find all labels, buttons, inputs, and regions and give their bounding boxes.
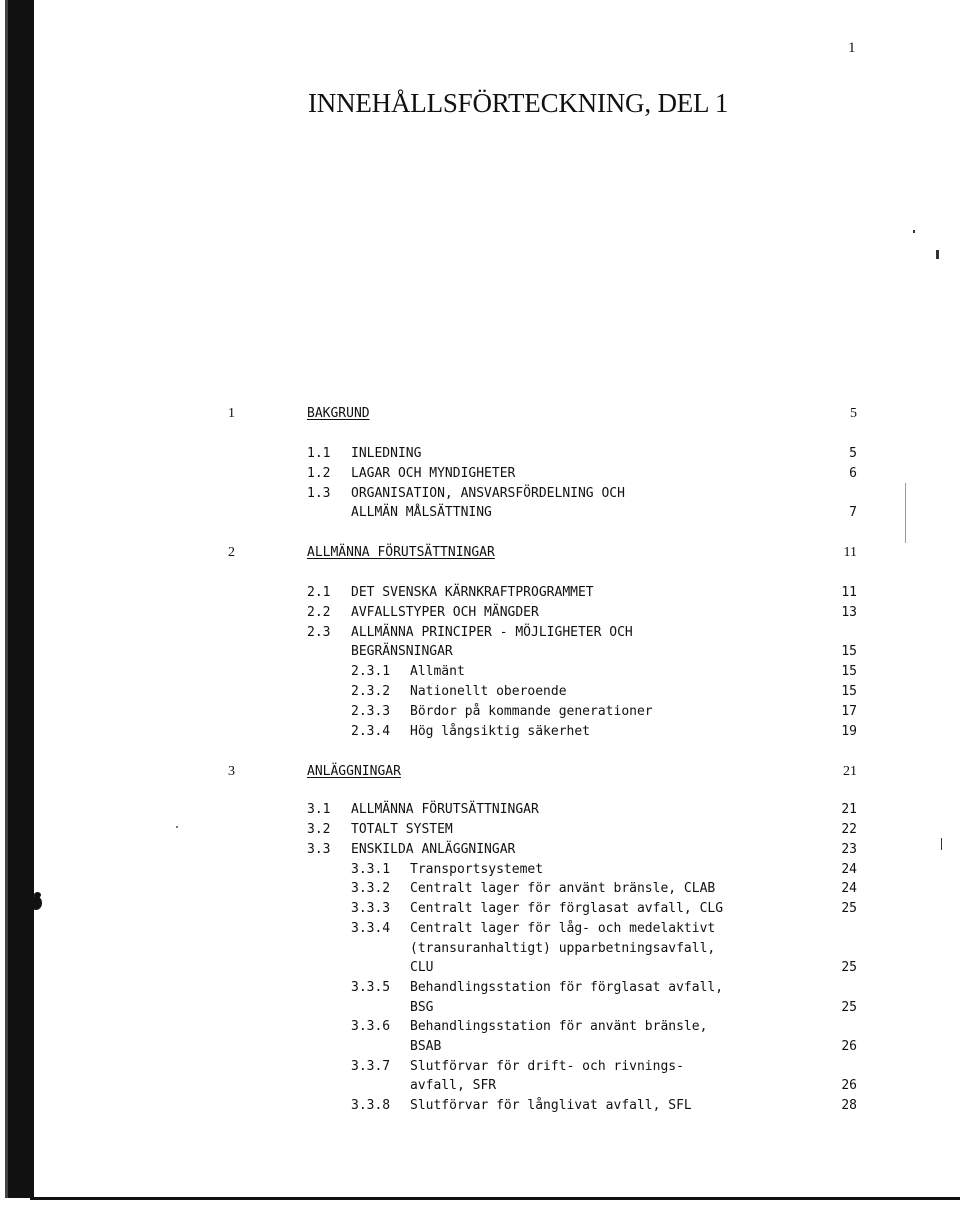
- toc-entry-page: 19: [841, 724, 857, 739]
- toc-entry-title: BEGRÄNSNINGAR: [351, 644, 453, 659]
- toc-entry-page: 23: [841, 842, 857, 857]
- toc-entry-page: 25: [841, 901, 857, 916]
- toc-entry-title: Nationellt oberoende: [410, 684, 567, 699]
- toc-entry-number: 2.3.4: [351, 724, 391, 739]
- toc-entry-title: Slutförvar för drift- och rivnings-: [410, 1059, 684, 1074]
- toc-entry-page: 15: [841, 684, 857, 699]
- toc-entry-number: 3.3.3: [351, 901, 391, 916]
- toc-entry: [0, 939, 960, 959]
- toc-entry-title: BAKGRUND: [307, 406, 370, 421]
- toc-entry-number: 2.1: [307, 585, 331, 600]
- toc-entry-title: Centralt lager för använt bränsle, CLAB: [410, 881, 716, 896]
- toc-entry-page: 25: [841, 960, 857, 975]
- toc-entry-title: INLEDNING: [351, 446, 422, 461]
- toc-entry: [0, 702, 960, 722]
- toc-entry-page: 7: [849, 505, 857, 520]
- toc-entry-page: 15: [841, 644, 857, 659]
- toc-entry: [0, 840, 960, 860]
- toc-entry-page: 28: [841, 1098, 857, 1113]
- toc-entry-number: 3.3.1: [351, 862, 391, 877]
- toc-entry: [0, 623, 960, 643]
- toc-entry-title: Centralt lager för förglasat avfall, CLG: [410, 901, 724, 916]
- toc-entry-title: (transuranhaltigt) upparbetningsavfall,: [410, 941, 716, 956]
- toc-entry-page: 24: [841, 862, 857, 877]
- toc-entry-number: 3.3.4: [351, 921, 391, 936]
- toc-entry-title: ORGANISATION, ANSVARSFÖRDELNING OCH: [351, 486, 625, 501]
- toc-entry: [0, 543, 960, 563]
- toc-entry-number: 3.3.5: [351, 980, 391, 995]
- toc-entry-page: 5: [850, 406, 857, 421]
- toc-entry: [0, 1076, 960, 1096]
- toc-entry-title: LAGAR OCH MYNDIGHETER: [351, 466, 516, 481]
- toc-entry-title: ALLMÄN MÅLSÄTTNING: [351, 505, 492, 520]
- toc-entry-title: Centralt lager för låg- och medelaktivt: [410, 921, 716, 936]
- toc-entry: [0, 404, 960, 424]
- toc-entry: [0, 603, 960, 623]
- toc-entry: [0, 800, 960, 820]
- toc-entry-title: CLU: [410, 960, 434, 975]
- toc-entry-title: ALLMÄNNA FÖRUTSÄTTNINGAR: [351, 802, 539, 817]
- toc-entry-title: BSAB: [410, 1039, 442, 1054]
- toc-entry-page: 6: [849, 466, 857, 481]
- bottom-rule: [30, 1197, 960, 1200]
- toc-entry: [0, 583, 960, 603]
- toc-entry: [0, 978, 960, 998]
- toc-entry-page: 26: [841, 1078, 857, 1093]
- toc-entry-page: 24: [841, 881, 857, 896]
- scan-speck: [936, 250, 939, 259]
- toc-entry-number: 2.2: [307, 605, 331, 620]
- toc-entry-number: 3.3.8: [351, 1098, 391, 1113]
- toc-entry: [0, 444, 960, 464]
- toc-entry: [0, 1017, 960, 1037]
- toc-entry-page: 11: [843, 545, 857, 560]
- toc-entry-title: ALLMÄNNA FÖRUTSÄTTNINGAR: [307, 545, 495, 560]
- toc-entry-number: 2.3: [307, 625, 331, 640]
- toc-entry-number: 2.3.1: [351, 664, 391, 679]
- toc-entry: [0, 662, 960, 682]
- toc-entry-title: Transportsystemet: [410, 862, 544, 877]
- toc-entry-number: 2: [228, 545, 235, 560]
- toc-entry-page: 15: [841, 664, 857, 679]
- toc-entry: [0, 762, 960, 782]
- toc-entry-title: AVFALLSTYPER OCH MÄNGDER: [351, 605, 539, 620]
- toc-entry-page: 25: [841, 1000, 857, 1015]
- toc-entry: [0, 820, 960, 840]
- toc-entry-title: TOTALT SYSTEM: [351, 822, 453, 837]
- toc-entry: [0, 958, 960, 978]
- toc-entry-number: 3.3.7: [351, 1059, 391, 1074]
- toc-entry: [0, 503, 960, 523]
- toc-entry-number: 1.3: [307, 486, 331, 501]
- toc-entry: [0, 484, 960, 504]
- toc-entry-page: 21: [841, 802, 857, 817]
- page-number: 1: [848, 40, 856, 56]
- toc-entry: [0, 1096, 960, 1116]
- toc-entry-number: 2.3.3: [351, 704, 391, 719]
- toc-entry-page: 17: [841, 704, 857, 719]
- toc-entry-page: 26: [841, 1039, 857, 1054]
- toc-entry-title: ENSKILDA ANLÄGGNINGAR: [351, 842, 516, 857]
- toc-entry-number: 1: [228, 406, 235, 421]
- toc-entry: [0, 722, 960, 742]
- toc-entry-title: ANLÄGGNINGAR: [307, 764, 401, 779]
- toc-entry-number: 2.3.2: [351, 684, 391, 699]
- scan-speck: [913, 230, 915, 233]
- toc-entry-number: 3.1: [307, 802, 331, 817]
- toc-entry-page: 21: [843, 764, 857, 779]
- toc-entry-title: DET SVENSKA KÄRNKRAFTPROGRAMMET: [351, 585, 594, 600]
- toc-entry: [0, 1057, 960, 1077]
- toc-entry-number: 3.3.2: [351, 881, 391, 896]
- toc-entry-number: 3.3.6: [351, 1019, 391, 1034]
- toc-entry-title: Behandlingsstation för förglasat avfall,: [410, 980, 724, 995]
- toc-entry: [0, 860, 960, 880]
- page-title: INNEHÅLLSFÖRTECKNING, DEL 1: [308, 88, 729, 118]
- toc-entry-title: Allmänt: [410, 664, 465, 679]
- toc-entry-number: 3: [228, 764, 235, 779]
- toc-entry-page: 13: [841, 605, 857, 620]
- toc-entry-title: Bördor på kommande generationer: [410, 704, 653, 719]
- toc-entry-page: 5: [849, 446, 857, 461]
- toc-entry-title: Hög långsiktig säkerhet: [410, 724, 591, 739]
- toc-entry: [0, 682, 960, 702]
- toc-entry-number: 3.2: [307, 822, 331, 837]
- toc-entry-title: BSG: [410, 1000, 434, 1015]
- toc-entry: [0, 642, 960, 662]
- toc-entry-title: Slutförvar för långlivat avfall, SFL: [410, 1098, 692, 1113]
- toc-entry: [0, 919, 960, 939]
- toc-entry: [0, 879, 960, 899]
- toc-entry-page: 11: [841, 585, 857, 600]
- toc-entry-number: 3.3: [307, 842, 331, 857]
- toc-entry: [0, 998, 960, 1018]
- toc-entry: [0, 464, 960, 484]
- toc-entry-title: ALLMÄNNA PRINCIPER - MÖJLIGHETER OCH: [351, 625, 633, 640]
- toc-entry-page: 22: [841, 822, 857, 837]
- toc-entry-number: 1.1: [307, 446, 331, 461]
- toc-entry-number: 1.2: [307, 466, 331, 481]
- toc-entry-title: Behandlingsstation för använt bränsle,: [410, 1019, 708, 1034]
- toc-entry: [0, 1037, 960, 1057]
- toc-entry-title: avfall, SFR: [410, 1078, 497, 1093]
- toc-entry: [0, 899, 960, 919]
